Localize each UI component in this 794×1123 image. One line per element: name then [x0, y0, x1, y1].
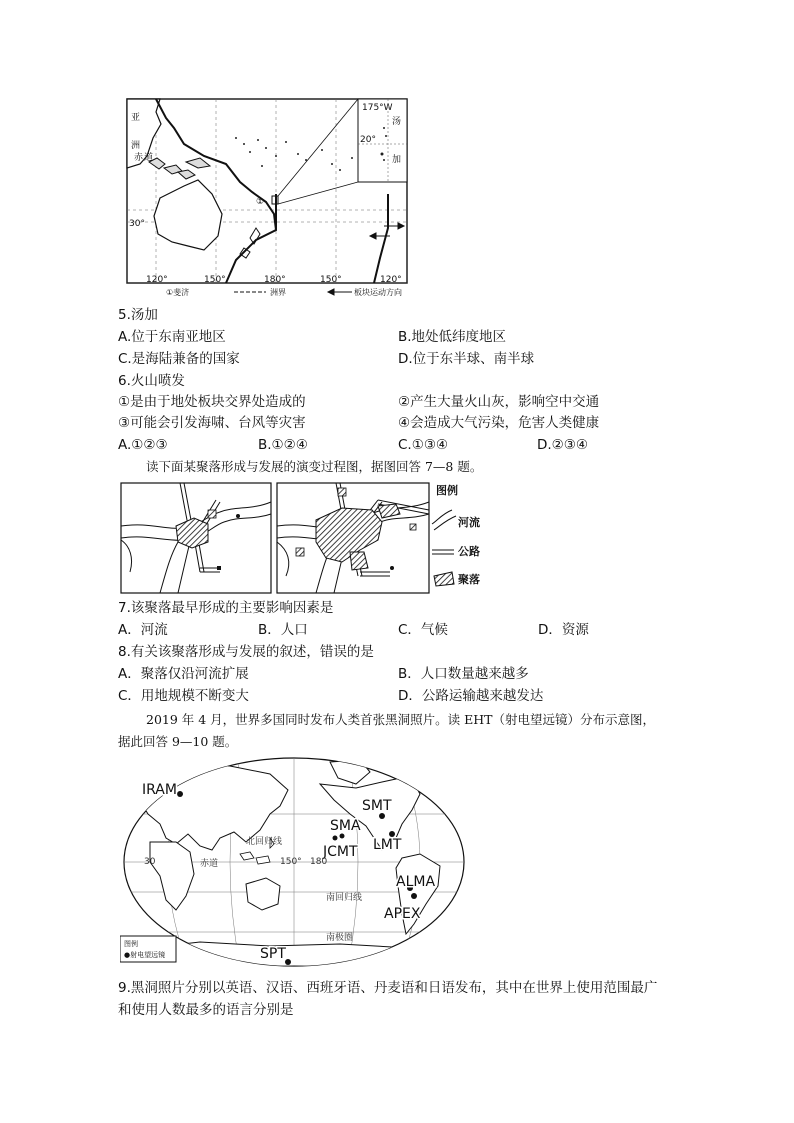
- label-equator-1: 赤: [134, 153, 144, 163]
- inset-tonga-1: 汤: [392, 117, 402, 127]
- q8-option-a[interactable]: A．聚落仅沿河流扩展: [118, 666, 249, 682]
- q7-option-b[interactable]: B．人口: [258, 622, 308, 638]
- station-jcmt: JCMT: [323, 844, 358, 860]
- pacific-map: [126, 98, 411, 300]
- label-fiji-marker: ①: [256, 197, 265, 207]
- station-smt: SMT: [362, 798, 392, 814]
- label-lon-120b: 120°: [380, 275, 402, 285]
- q6-statement-4: ④会造成大气污染，危害人类健康: [398, 415, 600, 431]
- label-lat-30: 30°: [129, 219, 145, 229]
- label-asia-2: 洲: [131, 141, 141, 151]
- q7-option-c[interactable]: C．气候: [398, 622, 448, 638]
- station-spt: SPT: [260, 946, 286, 962]
- q5-option-a[interactable]: A.位于东南亚地区: [118, 329, 226, 345]
- legend-fiji: ①斐济: [166, 288, 190, 297]
- label-equator-2: 道: [144, 153, 154, 163]
- inset-lat-label: 20°: [360, 135, 376, 145]
- q6-option-d[interactable]: D.②③④: [537, 437, 588, 453]
- tick-180: 180: [310, 857, 328, 867]
- q5-option-d[interactable]: D.位于东半球、南半球: [398, 351, 535, 367]
- label-lon-180: 180°: [264, 275, 286, 285]
- q7-stem: 7.该聚落最早形成的主要影响因素是: [118, 600, 334, 616]
- line-tropic-capricorn: 南回归线: [326, 893, 363, 903]
- q6-statement-2: ②产生大量火山灰，影响空中交通: [398, 394, 600, 410]
- inset-lon-label: 175°W: [362, 103, 393, 113]
- intro-7-8: 读下面某聚落形成与发展的演变过程图，据图回答 7—8 题。: [146, 459, 483, 474]
- q6-option-c[interactable]: C.①③④: [398, 437, 449, 453]
- label-lon-150: 150°: [204, 275, 226, 285]
- tick-150: 150°: [280, 857, 302, 867]
- label-lon-120: 120°: [146, 275, 168, 285]
- q7-option-a[interactable]: A．河流: [118, 622, 168, 638]
- line-antarctic-circle: 南极圈: [326, 933, 354, 943]
- legend-plate-motion: 板块运动方向: [354, 288, 402, 297]
- intro-9-10-line2: 据此回答 9—10 题。: [118, 734, 238, 749]
- q8-option-b[interactable]: B．人口数量越来越多: [398, 666, 529, 682]
- label-lon-150b: 150°: [320, 275, 342, 285]
- q7-option-d[interactable]: D．资源: [538, 622, 589, 638]
- inset-tonga-2: 加: [392, 155, 402, 165]
- q6-stem: 6.火山喷发: [118, 373, 185, 389]
- legend-continent-boundary: 洲界: [270, 288, 286, 297]
- settlement-evolution-map: [120, 480, 492, 598]
- intro-9-10-line1: 2019 年 4 月，世界多国同时发布人类首张黑洞照片。读 EHT（射电望远镜）分布示意图，: [146, 712, 656, 727]
- line-equator: 赤道: [200, 859, 219, 869]
- eht-legend-telescope: ●射电望远镜: [124, 951, 166, 959]
- q6-option-b[interactable]: B.①②④: [258, 437, 308, 453]
- station-sma: SMA: [330, 818, 361, 834]
- label-asia-1: 亚: [131, 113, 141, 123]
- legend-title: 图例: [436, 484, 458, 497]
- station-iram: IRAM: [142, 782, 177, 798]
- eht-world-map: [120, 754, 468, 972]
- q6-statement-1: ①是由于地处板块交界处造成的: [118, 394, 306, 410]
- legend-road: 公路: [458, 545, 480, 558]
- legend-river: 河流: [458, 516, 480, 529]
- q8-stem: 8.有关该聚落形成与发展的叙述，错误的是: [118, 644, 374, 660]
- q5-option-b[interactable]: B.地处低纬度地区: [398, 329, 507, 345]
- q5-option-c[interactable]: C.是海陆兼备的国家: [118, 351, 240, 367]
- q6-statement-3: ③可能会引发海啸、台风等灾害: [118, 415, 306, 431]
- station-apex: APEX: [384, 906, 421, 922]
- tick-30: 30: [144, 857, 156, 867]
- q6-option-a[interactable]: A.①②③: [118, 437, 168, 453]
- q9-stem-line2: 和使用人数最多的语言分别是: [118, 1002, 294, 1018]
- station-alma: ALMA: [396, 874, 436, 890]
- line-tropic-cancer: 北回归线: [246, 837, 283, 847]
- q8-option-c[interactable]: C．用地规模不断变大: [118, 688, 249, 704]
- q8-option-d[interactable]: D．公路运输越来越发达: [398, 688, 544, 704]
- legend-settlement: 聚落: [458, 573, 480, 586]
- eht-legend-title: 图例: [124, 940, 138, 948]
- q9-stem-line1: 9.黑洞照片分别以英语、汉语、西班牙语、丹麦语和日语发布，其中在世界上使用范围最广: [118, 980, 658, 996]
- q5-stem: 5.汤加: [118, 307, 158, 323]
- station-lmt: LMT: [373, 837, 402, 853]
